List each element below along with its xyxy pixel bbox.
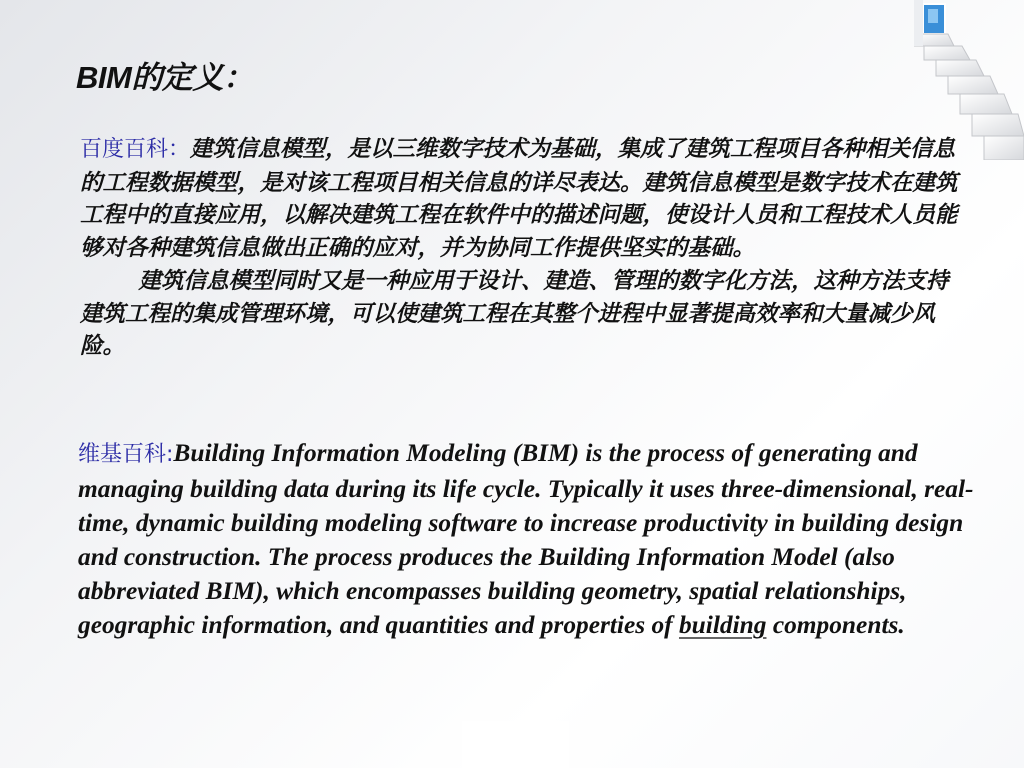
building-link[interactable]: building bbox=[678, 611, 767, 640]
baidu-text-1: 建筑信息模型，是以三维数字技术为基础，集成了建筑工程项目各种相关信息的工程数据模型，是对该工程项目相关信息的详尽表达。建筑信息模型是数字技术在建筑工程中的直接应用，以解决建筑工程在软件中的描述问题，使设计人员和工程技术人员能够对各种建筑信息做出正确的应对，并为协同工作提供坚实的基础。 bbox=[80, 136, 958, 262]
wiki-label: 维基百科: bbox=[78, 442, 174, 467]
baidu-paragraph-2: 建筑信息模型同时又是一种应用于设计、建造、管理的数字化方法，这种方法支持建筑工程的集成管理环境，可以使建筑工程在其整个进程中显著提高效率和大量减少风险。 bbox=[80, 267, 949, 360]
baidu-paragraph-1 bbox=[80, 133, 960, 265]
baidu-definition bbox=[80, 133, 960, 363]
slide-title: BIM的定义： bbox=[76, 60, 254, 95]
wiki-text-before-link: Building Information Modeling (BIM) is the process of generating and managing building data during its life cycle. Typically it uses three-dimensional, real-time, dynamic building modeling software to increase productivity in building design and construction. The process produces the Building Information Model (also abbreviated BIM), which encompasses building geometry, spatial relationships, geographic information, and quantities and properties of bbox=[78, 439, 974, 640]
wiki-paragraph bbox=[78, 436, 978, 643]
staircase-icon bbox=[914, 0, 1024, 160]
footer-box bbox=[462, 721, 569, 768]
baidu-label: 百度百科： bbox=[80, 137, 191, 162]
wiki-text-after-link: components. bbox=[766, 611, 905, 640]
wiki-definition bbox=[78, 436, 978, 643]
